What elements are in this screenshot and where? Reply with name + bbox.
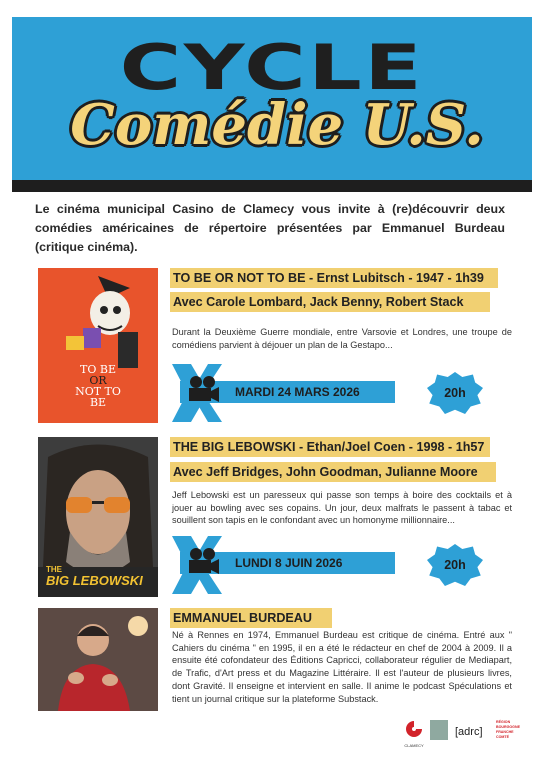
film2-date: LUNDI 8 JUIN 2026 <box>235 556 343 570</box>
poster-to-be-or-not-to-be <box>38 268 158 423</box>
poster-big-lebowski <box>38 437 158 597</box>
region-logo-line: FRANCHE <box>496 730 514 734</box>
poster-line: BIG LEBOWSKI <box>46 573 143 588</box>
presenter-name: EMMANUEL BURDEAU <box>173 611 312 625</box>
film-camera-icon <box>183 545 221 579</box>
film1-time: 20h <box>444 386 466 400</box>
clamecy-logo-text: CLAMECY <box>404 743 424 748</box>
film-camera-icon <box>183 373 221 407</box>
film2-time: 20h <box>444 558 466 572</box>
film1-description: Durant la Deuxième Guerre mondiale, entre Varsovie et Londres, une troupe de comédiens parvient à déjouer un plan de la Gestapo... <box>172 327 512 350</box>
region-logo-line: RÉGION <box>496 720 511 724</box>
header-comedie-title: Comédie U.S. <box>70 92 484 158</box>
header-cycle-title: CYCLE <box>119 31 425 104</box>
film2-description: Jeff Lebowski est un paresseux qui passe son temps à boire des cocktails et à jouer au bowling avec ses copains. Un jour, deux malfrats le passent à tabac et souillent son tapis en le confondant avec un homonyme millionnaire... <box>172 490 512 525</box>
intro-text: Le cinéma municipal Casino de Clamecy vous invite à (re)découvrir deux comédies américaines de répertoire présentées par Emmanuel Burdeau (critique cinéma). <box>35 202 505 254</box>
header-banner <box>12 17 532 192</box>
header-dark-bar <box>12 180 532 192</box>
poster-title-text <box>58 364 138 408</box>
presenter-bio: Né à Rennes en 1974, Emmanuel Burdeau est critique de cinéma. Entré aux " Cahiers du cinéma " en 1995, il en a été le rédacteur en chef de 2004 à 2009. Il a ensuite été cofondateur des Éditions Capricci, collaborateur régulier de Mediapart, de Trafic, d'Art press et du Magazine Littéraire. Il est l'auteur de plusieurs livres, dont Gravité. Il enseigne et intervient en salle. Il anime le podcast Spéculations et tient un journal critique sur la plateforme Substack. <box>172 630 512 704</box>
region-logo <box>496 720 522 740</box>
presenter-photo <box>38 608 158 711</box>
clamecy-emblem-icon <box>404 720 424 738</box>
region-logo-line: BOURGOGNE <box>496 725 520 729</box>
poster-line: NOT TO <box>75 385 121 398</box>
film2-cast: Avec Jeff Bridges, John Goodman, Julianne Moore <box>173 465 478 479</box>
adrc-logo: [adrc] <box>455 726 483 738</box>
partner-logo <box>430 720 448 740</box>
poster-line: OR <box>89 374 107 387</box>
poster-line: TO BE <box>80 363 116 376</box>
poster-line: BE <box>89 396 107 409</box>
film1-cast: Avec Carole Lombard, Jack Benny, Robert Stack <box>173 295 464 309</box>
film1-title: TO BE OR NOT TO BE - Ernst Lubitsch - 1947 - 1h39 <box>173 271 484 285</box>
poster-line: THE <box>46 565 62 574</box>
film2-title: THE BIG LEBOWSKI - Ethan/Joel Coen - 1998 - 1h57 <box>173 440 485 454</box>
presenter-illustration <box>38 608 158 711</box>
film1-date: MARDI 24 MARS 2026 <box>235 385 360 399</box>
clamecy-logo <box>402 720 426 748</box>
region-logo-line: COMTÉ <box>496 735 509 739</box>
